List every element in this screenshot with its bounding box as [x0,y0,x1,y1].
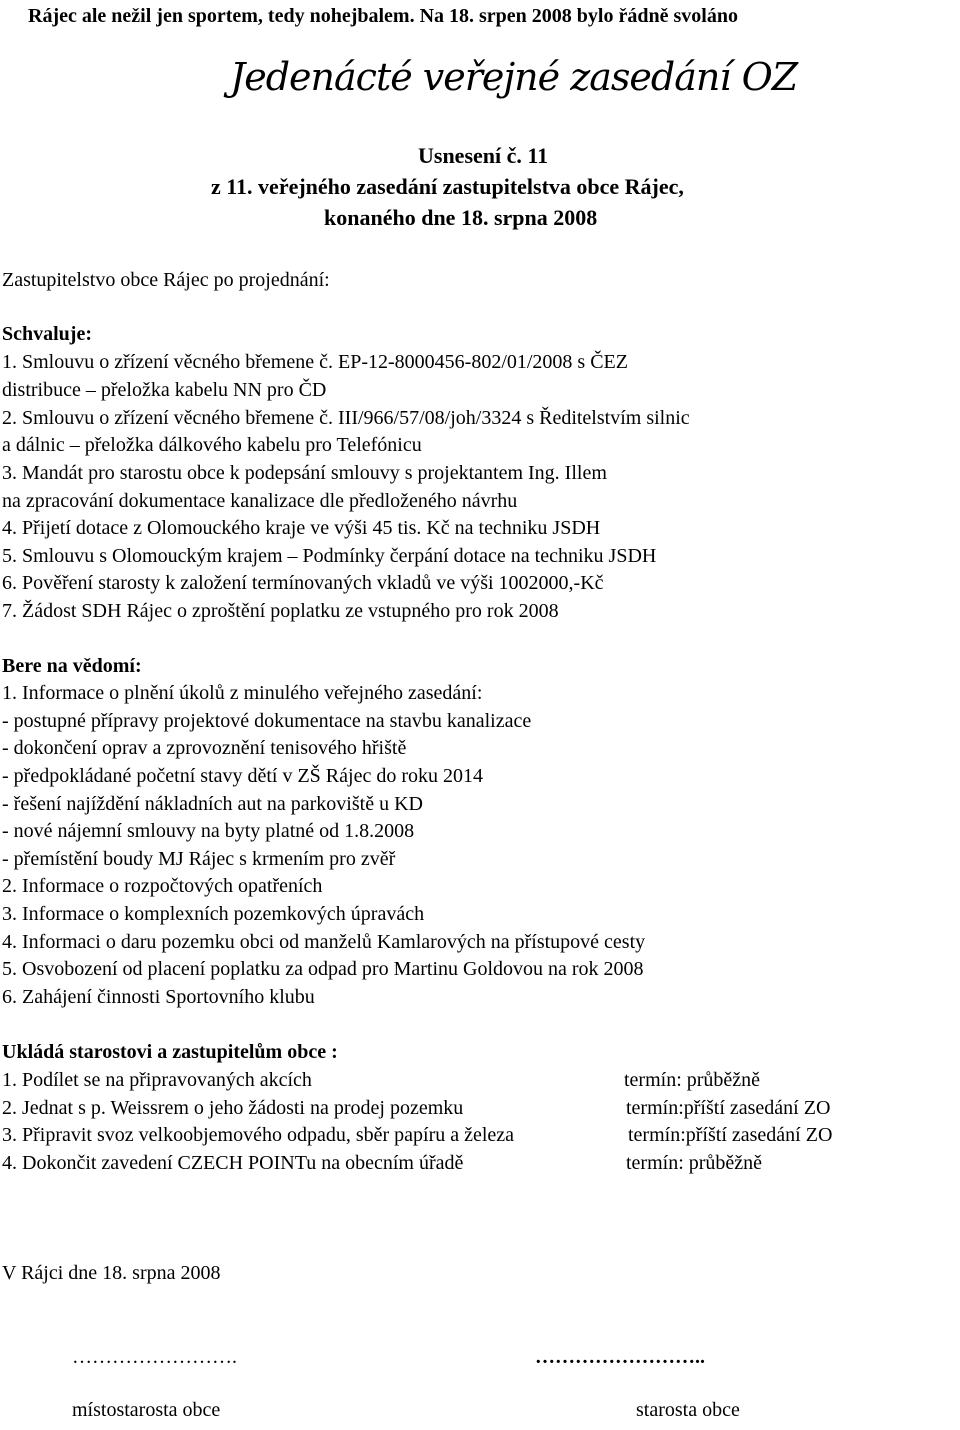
task-term: termín:příští zasedání ZO [626,1097,831,1119]
notes-item: - nové nájemní smlouvy na byty platné od 1.8.2008 [2,820,415,842]
notes-item: 1. Informace o plnění úkolů z minulého veřejného zasedání: [2,682,483,704]
approves-item: 3. Mandát pro starostu obce k podepsání smlouvy s projektantem Ing. Illem [2,462,607,484]
approves-heading: Schvaluje: [2,323,92,345]
resolution-number: Usnesení č. 11 [418,143,549,168]
approves-item: 2. Smlouvu o zřízení věcného břemene č. III/966/57/08/joh/3324 s Ředitelstvím silnic [2,407,690,429]
approves-item: distribuce – přeložka kabelu NN pro ČD [2,379,327,401]
tasks-heading: Ukládá starostovi a zastupitelům obce : [2,1041,338,1063]
place-date: V Rájci dne 18. srpna 2008 [2,1262,221,1284]
notes-item: - předpokládané početní stavy dětí v ZŠ Rájec do roku 2014 [2,765,483,787]
notes-item: 6. Zahájení činnosti Sportovního klubu [2,986,315,1008]
approves-item: a dálnic – přeložka dálkového kabelu pro Telefónicu [2,434,422,456]
signature-line-right: …………………….. [535,1346,705,1368]
notes-item: 5. Osvobození od placení poplatku za odpad pro Martinu Goldovou na rok 2008 [2,958,644,980]
approves-item: 6. Pověření starosty k založení termínovaných vkladů ve výši 1002000,-Kč [2,572,604,594]
notes-item: 4. Informaci o daru pozemku obci od manželů Kamlarových na přístupové cesty [2,931,646,953]
approves-item: 5. Smlouvu s Olomouckým krajem – Podmínky čerpání dotace na techniku JSDH [2,545,657,567]
signature-role-left: místostarosta obce [72,1399,221,1421]
resolution-meeting: z 11. veřejného zasedání zastupitelstva obce Rájec, [211,174,684,199]
notes-item: - přemístění boudy MJ Rájec s krmením pro zvěř [2,848,396,870]
task-item: 1. Podílet se na připravovaných akcích [2,1069,312,1091]
notes-item: 2. Informace o rozpočtových opatřeních [2,875,323,897]
task-term: termín:příští zasedání ZO [628,1124,833,1146]
task-item: 2. Jednat s p. Weissrem o jeho žádosti na prodej pozemku [2,1097,464,1119]
council-line: Zastupitelstvo obce Rájec po projednání: [2,269,330,291]
task-term: termín: průběžně [624,1069,761,1091]
notes-item: 3. Informace o komplexních pozemkových úpravách [2,903,425,925]
notes-item: - řešení najíždění nákladních aut na parkoviště u KD [2,793,423,815]
page-title: Jedenácté veřejné zasedání OZ [230,55,798,99]
task-item: 3. Připravit svoz velkoobjemového odpadu, sběr papíru a železa [2,1124,515,1146]
intro-text: Rájec ale nežil jen sportem, tedy nohejbalem. Na 18. srpen 2008 bylo řádně svoláno [28,5,738,27]
notes-item: - dokončení oprav a zprovoznění tenisového hřiště [2,737,407,759]
signature-role-right: starosta obce [636,1399,740,1421]
task-term: termín: průběžně [626,1152,763,1174]
notes-item: - postupné přípravy projektové dokumentace na stavbu kanalizace [2,710,532,732]
approves-item: na zpracování dokumentace kanalizace dle předloženého návrhu [2,490,518,512]
approves-item: 7. Žádost SDH Rájec o zproštění poplatku ze vstupného pro rok 2008 [2,600,559,622]
task-item: 4. Dokončit zavedení CZECH POINTu na obecním úřadě [2,1152,464,1174]
approves-item: 1. Smlouvu o zřízení věcného břemene č. EP-12-8000456-802/01/2008 s ČEZ [2,351,628,373]
resolution-date: konaného dne 18. srpna 2008 [324,205,598,230]
approves-item: 4. Přijetí dotace z Olomouckého kraje ve výši 45 tis. Kč na techniku JSDH [2,517,601,539]
notes-heading: Bere na vědomí: [2,655,142,677]
signature-line-left: ……………………. [72,1346,237,1368]
